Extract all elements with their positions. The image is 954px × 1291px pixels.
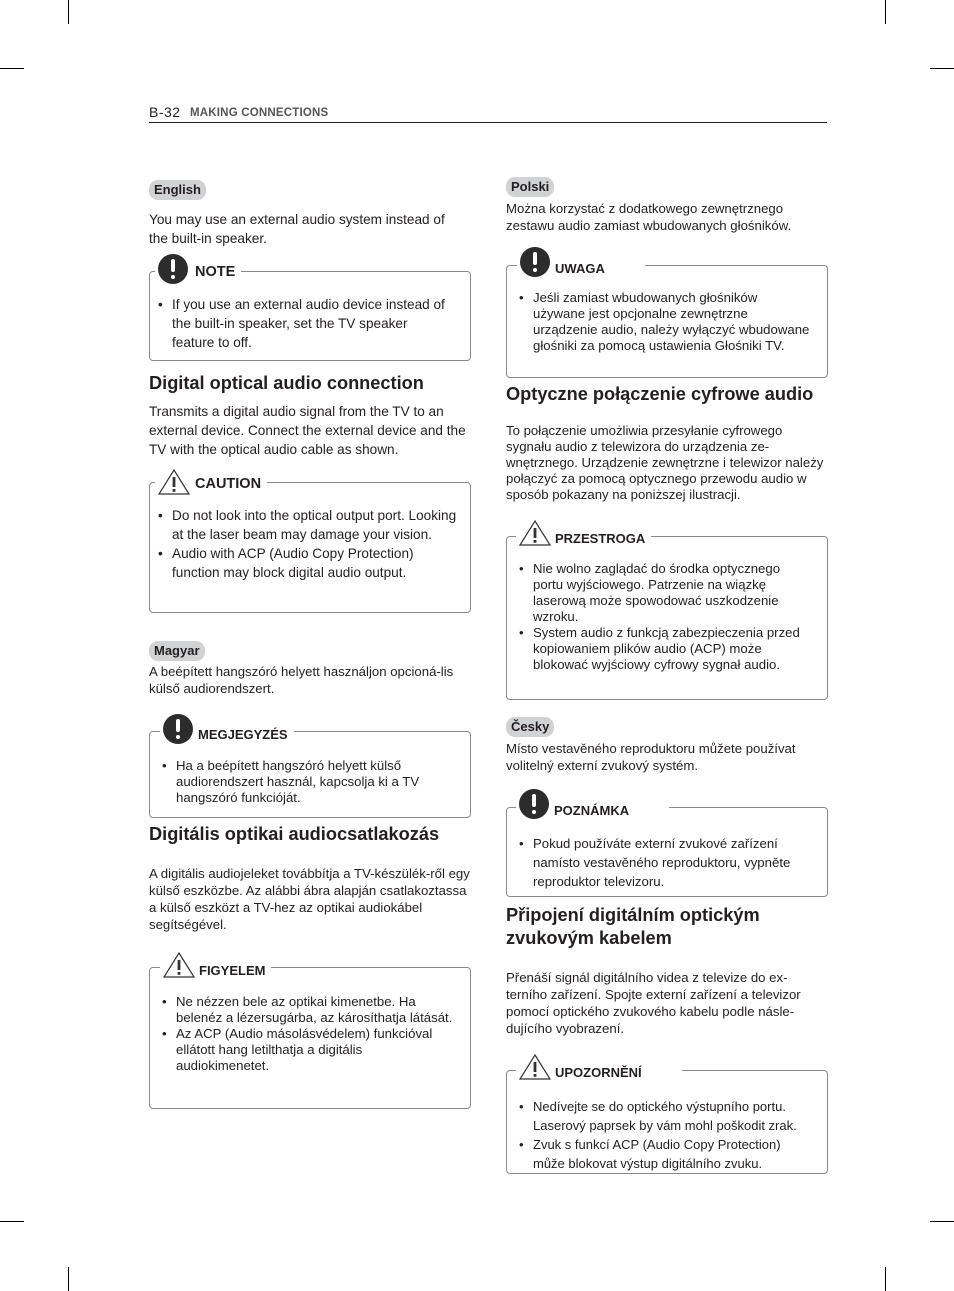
note-label: MEGJEGYZÉS	[198, 727, 288, 742]
note-label: NOTE	[195, 264, 236, 280]
warning-triangle-icon	[157, 468, 191, 496]
caution-list	[154, 994, 454, 1074]
body-paragraph: Přenáší signál digitálního videa z televize do ex-terního zařízení. Spojte externí zařízení a televizor pomocí optického zvukového kabelu podle násle-dujícího vyobrazení.	[506, 970, 801, 1036]
caution-label: FIGYELEM	[199, 963, 266, 978]
caution-heading	[516, 517, 651, 547]
section-title: MAKING CONNECTIONS	[190, 107, 329, 119]
crop-mark	[885, 0, 886, 24]
list-item: • Nedívejte se do optického výstupního portu. Laserový paprsek by vám mohl poškodit zrak.	[511, 1097, 815, 1135]
caution-label: CAUTION	[195, 476, 262, 492]
caution-heading	[155, 468, 267, 496]
note-heading	[160, 710, 294, 744]
crop-mark	[68, 0, 69, 24]
warning-triangle-icon	[518, 519, 552, 547]
caution-label: PRZESTROGA	[555, 531, 646, 546]
note-label: POZNÁMKA	[554, 803, 630, 818]
list-item: • Nie wolno zaglądać do środka optycznego portu wyjściowego. Patrzenie na wiązkę laserową może spowodować uszkodzenie wzroku.	[511, 561, 811, 625]
note-icon	[520, 247, 550, 277]
note-list	[511, 290, 811, 354]
crop-mark	[0, 1221, 24, 1222]
list-item: • Ha a beépített hangszóró helyett külső audiorendszert használ, kapcsolja ki a TV hangszóró funkcióját.	[154, 758, 454, 806]
body-paragraph: A digitális audiojeleket továbbítja a TV-készülék-ről egy külső eszközbe. Az alábbi ábra alapján csatlakoztassa a külső eszközt a TV-hez az optikai audiokábel segítségével.	[149, 866, 470, 932]
section-heading: Optyczne połączenie cyfrowe audio	[506, 384, 814, 404]
caution-list	[511, 561, 811, 673]
body-paragraph: To połączenie umożliwia przesyłanie cyfrowego sygnału audio z telewizora do urządzenia ze-wnętrznego. Urządzenie zewnętrzne i telewizor należy połączyć za pomocą optycznego przewodu audio w sposób pokazany na poniższej ilustracji.	[506, 423, 824, 502]
section-heading: Připojení digitálním optickým zvukovým kabelem	[506, 905, 760, 948]
warning-triangle-icon	[162, 951, 196, 979]
body-paragraph: Transmits a digital audio signal from the TV to an external device. Connect the external device and the TV with the optical audio cable as shown.	[149, 404, 466, 457]
note-heading	[516, 785, 669, 819]
intro-paragraph: You may use an external audio system instead of the built-in speaker.	[149, 212, 445, 246]
language-tag-english: English	[149, 180, 206, 200]
note-heading	[155, 258, 241, 284]
crop-mark	[68, 1267, 69, 1291]
note-list	[511, 834, 815, 891]
crop-mark	[930, 68, 954, 69]
note-heading	[517, 243, 645, 277]
note-list	[150, 295, 450, 352]
page-header	[149, 104, 827, 123]
warning-triangle-icon	[518, 1053, 552, 1081]
language-tag-cesky: Česky	[506, 717, 554, 737]
section-heading: Digitális optikai audiocsatlakozás	[149, 824, 440, 844]
list-item: • Zvuk s funkcí ACP (Audio Copy Protection) může blokovat výstup digitálního zvuku.	[511, 1135, 815, 1173]
language-tag-polski: Polski	[506, 177, 554, 197]
list-item: • Ne nézzen bele az optikai kimenetbe. Ha belenéz a lézersugárba, az károsíthatja látását.	[154, 994, 454, 1026]
caution-heading	[516, 1051, 682, 1081]
page-number: B-32	[149, 104, 181, 120]
language-tag-magyar: Magyar	[149, 641, 205, 661]
list-item: • If you use an external audio device instead of the built-in speaker, set the TV speaker feature to off.	[150, 295, 450, 352]
caution-list	[511, 1097, 815, 1173]
section-heading: Digital optical audio connection	[149, 373, 424, 393]
list-item: • System audio z funkcją zabezpieczenia przed kopiowaniem plików audio (ACP) może blokować wyjściowy cyfrowy sygnał audio.	[511, 625, 811, 673]
note-icon	[163, 714, 193, 744]
note-icon	[158, 254, 188, 284]
list-item: • Pokud používáte externí zvukové zařízení namísto vestavěného reproduktoru, vypněte reproduktor televizoru.	[511, 834, 815, 891]
note-list	[154, 758, 454, 806]
intro-paragraph: A beépített hangszóró helyett használjon opcioná-lis külső audiorendszert.	[149, 664, 454, 696]
caution-label: UPOZORNĚNÍ	[555, 1065, 642, 1080]
note-label: UWAGA	[555, 261, 605, 276]
list-item: • Az ACP (Audio másolásvédelem) funkcióval ellátott hang letilthatja a digitális audiokimenetet.	[154, 1026, 454, 1074]
list-item: • Audio with ACP (Audio Copy Protection) function may block digital audio output.	[150, 544, 458, 582]
caution-list	[150, 506, 458, 582]
crop-mark	[885, 1267, 886, 1291]
list-item: • Do not look into the optical output port. Looking at the laser beam may damage your vision.	[150, 506, 458, 544]
note-icon	[519, 789, 549, 819]
caution-heading	[160, 949, 271, 979]
intro-paragraph: Místo vestavěného reproduktoru můžete používat volitelný externí zvukový systém.	[506, 741, 796, 773]
intro-paragraph: Można korzystać z dodatkowego zewnętrznego zestawu audio zamiast wbudowanych głośników.	[506, 201, 792, 233]
crop-mark	[0, 68, 24, 69]
list-item: • Jeśli zamiast wbudowanych głośników używane jest opcjonalne zewnętrzne urządzenie audio, należy wyłączyć wbudowane głośniki za pomocą ustawienia Głośniki TV.	[511, 290, 811, 354]
crop-mark	[930, 1221, 954, 1222]
